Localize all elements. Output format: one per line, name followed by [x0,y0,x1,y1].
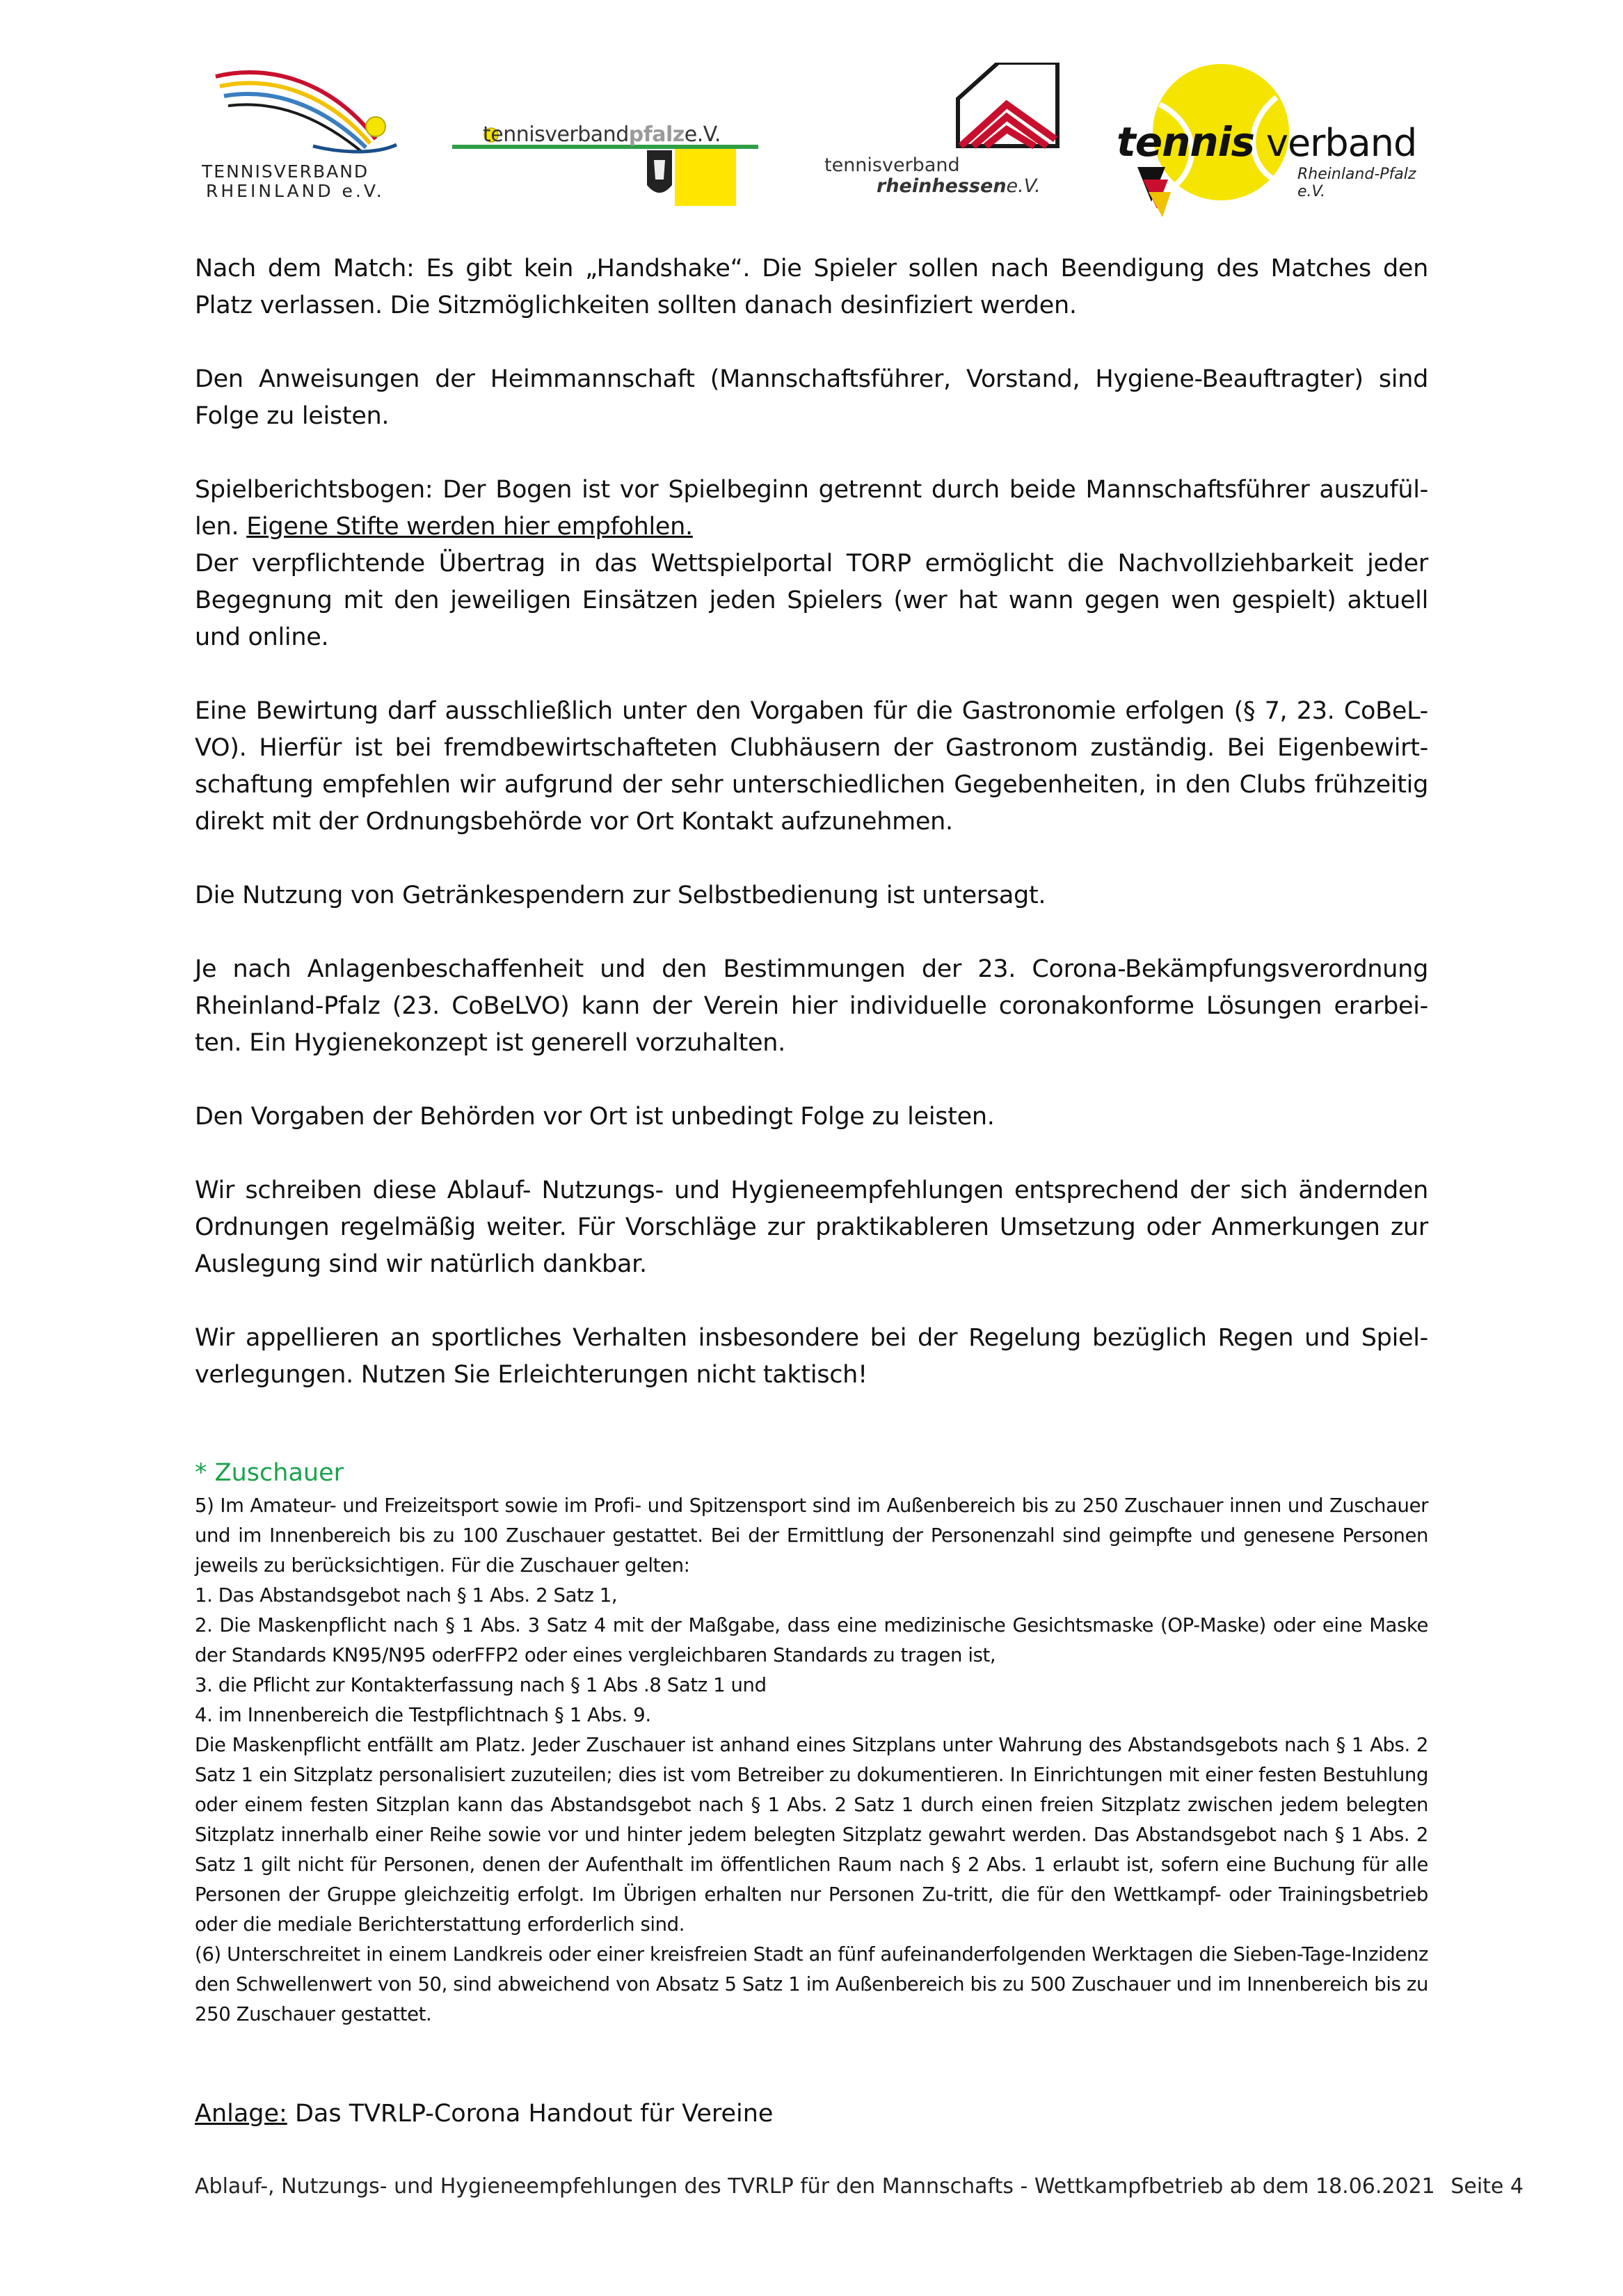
main-content [195,250,1428,1430]
pfalz-prefix: tennisverband [483,122,629,147]
house-roof-icon [824,63,1061,153]
paragraph-getraenke: Die Nutzung von Getränkespendern zur Selbstbedienung ist untersagt. [195,882,1046,909]
anlage-label: Anlage: [195,2100,287,2128]
anlage-text: Das TVRLP-Corona Handout für Vereine [287,2100,774,2128]
pfalz-bold: pfalz [628,122,685,147]
pfalz-wordmark [483,122,721,147]
pfalz-suffix: e.V. [684,122,721,147]
paragraph-behoerden: Den Vorgaben der Behörden vor Ort ist unbedingt Folge zu leisten. [195,1103,995,1131]
rh-bold: rheinhessen [877,175,1007,197]
paragraph-handshake: Nach dem Match: Es gibt kein „Handshake“. Die Spieler sollen nach Beendigung des Matches den Platz verlassen. Die Sitzmöglichkeiten sollten danach desinfiziert werden. [195,255,1428,319]
spielbericht-underlined: Eigene Stifte werden hier empfohlen. [246,513,693,541]
logo-tennisverband-rheinhessen [824,63,1061,216]
spielbericht-text: Spielberichtsbogen: Der Bogen ist vor Spielbeginn getrennt durch beide Mannschaftsführer auszufül-len. [195,476,1428,541]
rh-line2 [877,175,1041,197]
tvrlp-bold: tennis [1117,118,1255,166]
anlage-line [195,2100,773,2128]
zuschauer-heading: * Zuschauer [195,1459,344,1487]
tvr-name-line1: TENNISVERBAND [202,161,369,182]
tvrlp-normal: verband [1266,121,1417,165]
logo-tennisverband-rheinland-pfalz [1117,63,1437,223]
tvr-name-line2: RHEINLAND e.V. [206,181,385,201]
swoosh-ball-icon [188,63,410,160]
zuschauer-line: 2. Die Maskenpflicht nach § 1 Abs. 3 Satz 4 mit der Maßgabe, dass eine medizinische Gesichtsmaske (OP-Maske) oder eine Maske der Standards KN95/N95 oderFFP2 oder eines vergleichbaren Standards zu tragen ist, [195,1614,1428,1666]
spielbericht-torp: Der verpflichtende Übertrag in das Wettspielportal TORP ermöglicht die Nachvollziehbarkeit jeder Begegnung mit den jeweiligen Einsätzen jeden Spielers (wer hat wann gegen wen gespielt) aktuell und online. [195,550,1428,651]
paragraph-anlagen: Je nach Anlagenbeschaffenheit und den Bestimmungen der 23. Corona-Bekämpfungsverordnung Rheinland-Pfalz (23. CoBeLVO) kann der Verein hier individuelle coronakonforme Lösungen erarbei-ten. Ein Hygienekonzept ist generell vorzuhalten. [195,955,1428,1057]
zuschauer-line: 1. Das Abstandsgebot nach § 1 Abs. 2 Satz 1, [195,1584,618,1607]
zuschauer-line: (6) Unterschreitet in einem Landkreis oder einer kreisfreien Stadt an fünf aufeinanderfolgenden Werktagen die Sieben-Tage-Inzidenz den Schwellenwert von 50, sind abweichend von Absatz 5 Satz 1 im Außenbereich bis zu 500 Zuschauer und im Innenbereich bis zu 250 Zuschauer gestattet. [195,1943,1428,2025]
zuschauer-section [195,1459,1428,2030]
rh-suffix: e.V. [1006,175,1041,197]
zuschauer-line: 4. im Innenbereich die Testpflichtnach § 1 Abs. 9. [195,1704,651,1726]
rh-line1: tennisverband [824,154,960,176]
page-footer [195,2174,1524,2199]
paragraph-appell: Wir appellieren an sportliches Verhalten insbesondere bei der Regelung bezüglich Regen und Spiel-verlegungen. Nutzen Sie Erleichterungen nicht taktisch! [195,1324,1428,1389]
paragraph-heimmannschaft: Den Anweisungen der Heimmannschaft (Mannschaftsführer, Vorstand, Hygiene-Beauftragter) sind Folge zu leisten. [195,365,1428,430]
paragraph-spielbericht [195,472,1428,656]
logo-tennisverband-rheinland [188,63,410,216]
header-logos [188,63,1440,223]
zuschauer-line: Die Maskenpflicht entfällt am Platz. Jeder Zuschauer ist anhand eines Sitzplans unter Wahrung des Abstandsgebots nach § 1 Abs. 2 Satz 1 ein Sitzplatz personalisiert zuzuteilen; dies ist vom Betreiber zu dokumentieren. In Einrichtungen mit einer festen Bestuhlung oder einem festen Sitzplan kann das Abstandsgebot nach § 1 Abs. 2 Satz 1 durch einen freien Sitzplatz zwischen jedem belegten Sitzplatz innerhalb einer Reihe sowie vor und hinter jedem belegten Sitzplatz gewahrt werden. Das Abstandsgebot nach § 1 Abs. 2 Satz 1 gilt nicht für Personen, denen der Aufenthalt im öffentlichen Raum nach § 2 Abs. 1 erlaubt ist, sofern eine Buchung für alle Personen der Gruppe gleichzeitig erfolgt. Im Übrigen erhalten nur Personen Zu-tritt, die für den Wettkampf- oder Trainingsbetrieb oder die mediale Berichterstattung erforderlich sind. [195,1734,1428,1936]
zuschauer-line: 5) Im Amateur- und Freizeitsport sowie im Profi- und Spitzensport sind im Außenbereich bis zu 250 Zuschauer innen und Zuschauer und im Innenbereich bis zu 100 Zuschauer gestattet. Bei der Ermittlung der Personenzahl sind geimpfte und genesene Personen jeweils zu berücksichtigen. Für die Zuschauer gelten: [195,1494,1428,1577]
paragraph-bewirtung: Eine Bewirtung darf ausschließlich unter den Vorgaben für die Gastronomie erfolgen (§ 7, 23. CoBeL-VO). Hierfür ist bei fremdbewirtschafteten Clubhäusern der Gastronom zuständig. Bei Eigenbewirt-schaftung empfehlen wir aufgrund der sehr unterschiedlichen Gegebenheiten, in den Clubs frühzeitig direkt mit der Ordnungsbehörde vor Ort Kontakt aufzunehmen. [195,697,1428,836]
page-number: Seite 4 [1450,2174,1524,2199]
tvrlp-sub: Rheinland-Pfalz e.V. [1297,166,1416,200]
footer-text: Ablauf-, Nutzungs- und Hygieneempfehlungen des TVRLP für den Mannschafts - Wettkampfbetrieb ab dem 18.06.2021 [195,2174,1435,2199]
paragraph-empfehlungen: Wir schreiben diese Ablauf- Nutzungs- und Hygieneempfehlungen entsprechend der sich ändernden Ordnungen regelmäßig weiter. Für Vorschläge zur praktikableren Umsetzung oder Anmerkungen zur Auslegung sind wir natürlich dankbar. [195,1177,1428,1278]
spielbericht-line [195,472,1428,545]
logo-tennisverband-pfalz [452,63,758,216]
zuschauer-line: 3. die Pflicht zur Kontakterfassung nach § 1 Abs .8 Satz 1 und [195,1674,767,1696]
